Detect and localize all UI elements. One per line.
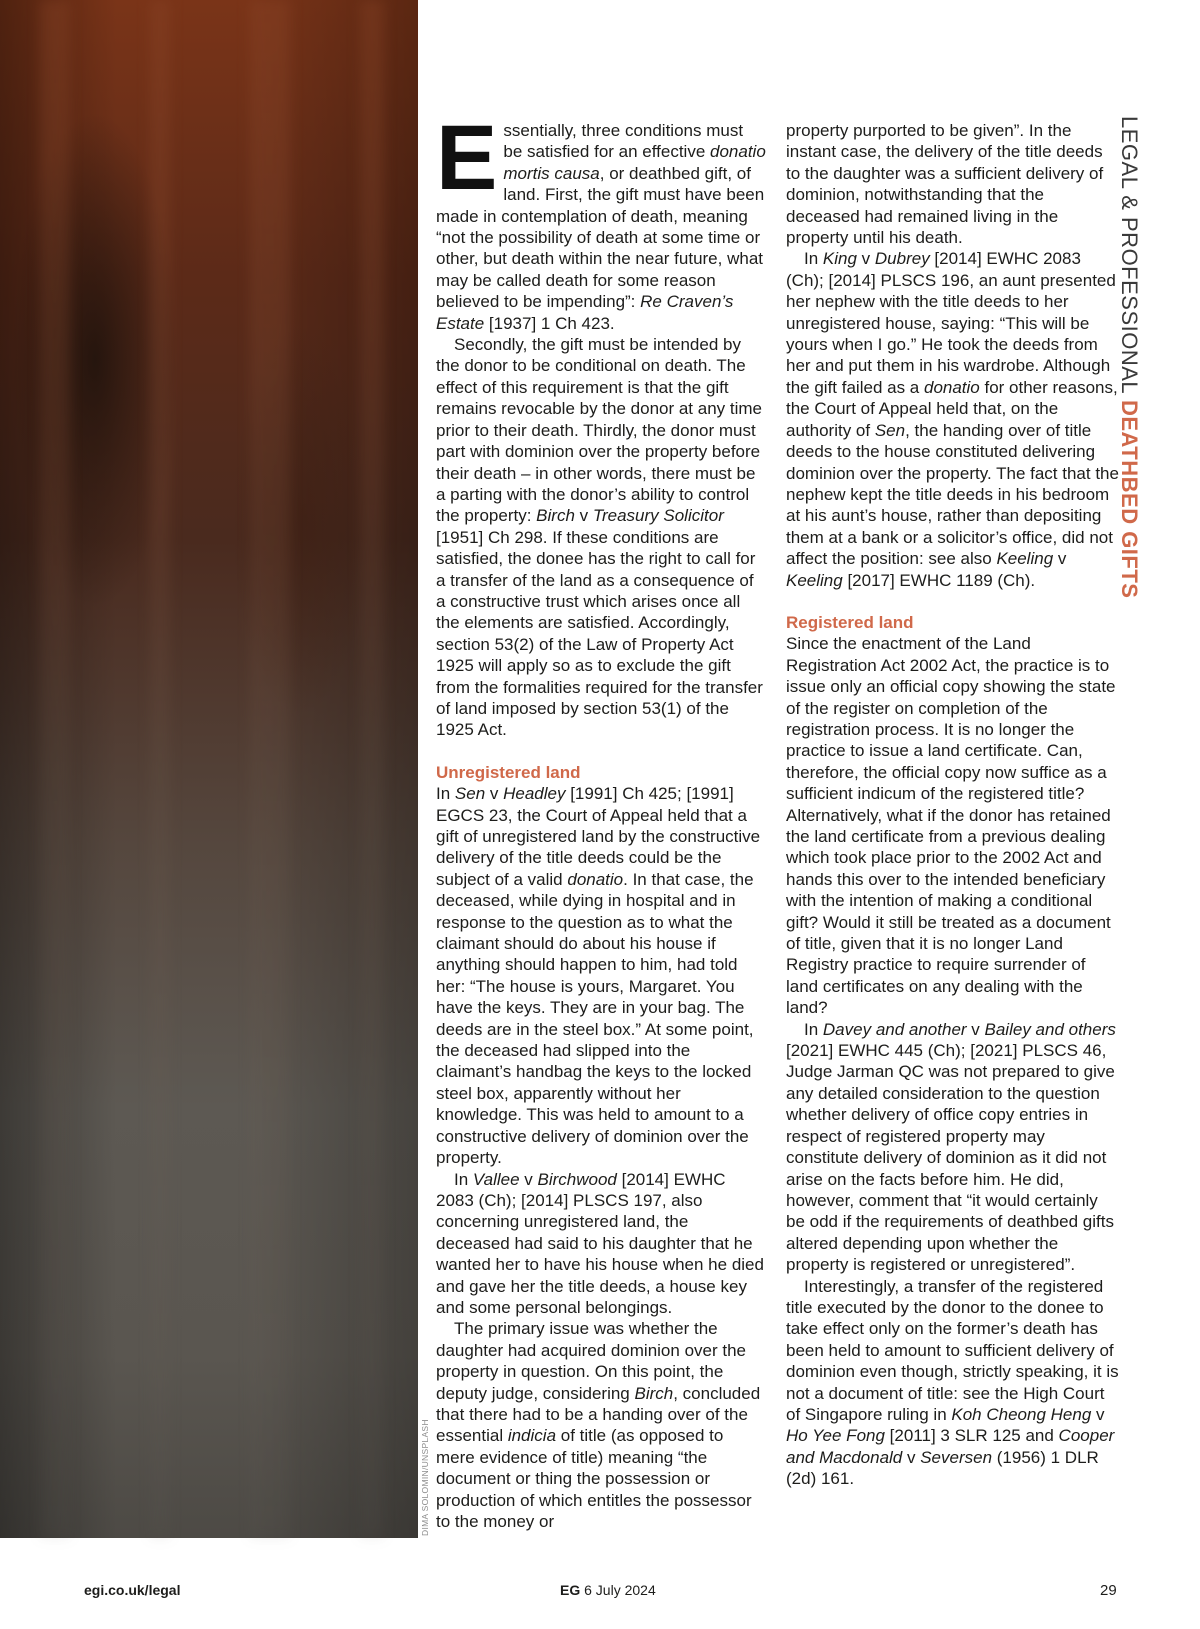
heading-unregistered-land: Unregistered land (436, 762, 581, 782)
footer-website: egi.co.uk/legal (84, 1582, 181, 1598)
article-photo (0, 0, 418, 1538)
paragraph: In Sen v Headley [1991] Ch 425; [1991] EGCS 23, the Court of Appeal held that a gift of unregistered land by the constructive delivery of the title deeds could be the subject of a valid donatio. In that case, the deceased, while dying in hospital and in response to the question as to what the claimant should do about his house if anything should happen to him, had told her: “The house is yours, Margaret. You have the keys. They are in your bag. The deeds are in the steel box.” At some point, the deceased had slipped into the claimant’s handbag the keys to the locked steel box, apparently without her knowledge. This was held to amount to a constructive delivery of dominion over the property. (436, 784, 761, 1168)
article-column-right (786, 120, 1120, 1490)
paragraph: property purported to be given”. In the instant case, the delivery of the title deeds to the daughter was a sufficient delivery of dominion, notwithstanding that the deceased had remained living in the property until his death. (786, 121, 1104, 248)
article-column-left (436, 107, 766, 1532)
photo-credit: DIMA SOLOMIN/UNSPLASH (420, 1419, 430, 1536)
paragraph: Interestingly, a transfer of the registered title executed by the donor to the donee to take effect only on the former’s death has been held to amount to sufficient delivery of dominion even though, strictly speaking, it is not a document of title: see the High Court of Singapore ruling in Koh Cheong Heng v Ho Yee Fong [2011] 3 SLR 125 and Cooper and Macdonald v Seversen (1956) 1 DLR (2d) 161. (786, 1276, 1119, 1489)
footer-issue (560, 1582, 656, 1598)
paragraph: In Davey and another v Bailey and others [2021] EWHC 445 (Ch); [2021] PLSCS 46, Judge Jarman QC was not prepared to give any detailed consideration to the question whether delivery of office copy entries in respect of registered property may constitute delivery of dominion as it did not arise on the facts before him. He did, however, comment that “it would certainly be odd if the requirements of deathbed gifts altered depending upon whether the property is registered or unregistered”. (786, 1019, 1116, 1275)
section-tag-topic: DEATHBED GIFTS (1117, 399, 1142, 599)
footer-magazine: EG (560, 1582, 581, 1598)
dropcap: E (436, 107, 498, 209)
paragraph: In King v Dubrey [2014] EWHC 2083 (Ch); [2014] PLSCS 196, an aunt presented her nephew with the title deeds to her unregistered house, saying: “This will be yours when I go.” He took the deeds from her and put them in his wardrobe. Although the gift failed as a donatio for other reasons, the Court of Appeal held that, on the authority of Sen, the handing over of title deeds to the house constituted delivering dominion over the property. The fact that the nephew kept the title deeds in his bedroom at his aunt’s house, rather than depositing them at a bank or a solicitor’s office, did not affect the position: see also Keeling v Keeling [2017] EWHC 1189 (Ch). (786, 249, 1119, 590)
paragraph: Secondly, the gift must be intended by the donor to be conditional on death. The effect of this requirement is that the gift remains revocable by the donor at any time prior to their death. Thirdly, the donor must part with dominion over the property before their death – in other words, there must be a parting with the donor’s ability to control the property: Birch v Treasury Solicitor [1951] Ch 298. If these conditions are satisfied, the donee has the right to call for a transfer of the land as a consequence of a constructive trust which arises once all the elements are satisfied. Accordingly, section 53(2) of the Law of Property Act 1925 will apply so as to exclude the gift from the formalities required for the transfer of land imposed by section 53(1) of the 1925 Act. (436, 335, 763, 740)
page-number: 29 (1100, 1582, 1117, 1599)
footer-date: 6 July 2024 (584, 1582, 656, 1598)
section-tag-prefix: LEGAL & PROFESSIONAL (1117, 116, 1142, 394)
paragraph (436, 107, 766, 334)
paragraph: In Vallee v Birchwood [2014] EWHC 2083 (Ch); [2014] PLSCS 197, also concerning unregistered land, the deceased had said to his daughter that he wanted her to have his house when he died and gave her the title deeds, a house key and some personal belongings. (436, 1169, 764, 1317)
paragraph-text: ssentially, three conditions must be satisfied for an effective donatio mortis causa, or deathbed gift, of land. First, the gift must have been made in contemplation of death, meaning “not the possibility of death at some time or other, but death within the near future, what may be called death for some reason believed to be impending”: Re Craven’s Estate [1937] 1 Ch 423. (436, 121, 766, 333)
paragraph: The primary issue was whether the daughter had acquired dominion over the property in question. On this point, the deputy judge, considering Birch, concluded that there had to be a handing over of the essential indicia of title (as opposed to mere evidence of title) meaning “the document or thing the possession or production of which entitles the possessor to the money or (436, 1319, 761, 1531)
paragraph: Since the enactment of the Land Registration Act 2002 Act, the practice is to issue only an official copy showing the state of the register on completion of the registration process. It is no longer the practice to issue a land certificate. Can, therefore, the official copy now suffice as a sufficient indicum of the registered title? Alternatively, what if the donor has retained the land certificate from a previous dealing which took place prior to the 2002 Act and hands this over to the intended beneficiary with the intention of making a conditional gift? Would it still be treated as a document of title, given that it is no longer Land Registry practice to require surrender of land certificates on any dealing with the land? (786, 634, 1116, 1018)
heading-registered-land: Registered land (786, 612, 914, 632)
